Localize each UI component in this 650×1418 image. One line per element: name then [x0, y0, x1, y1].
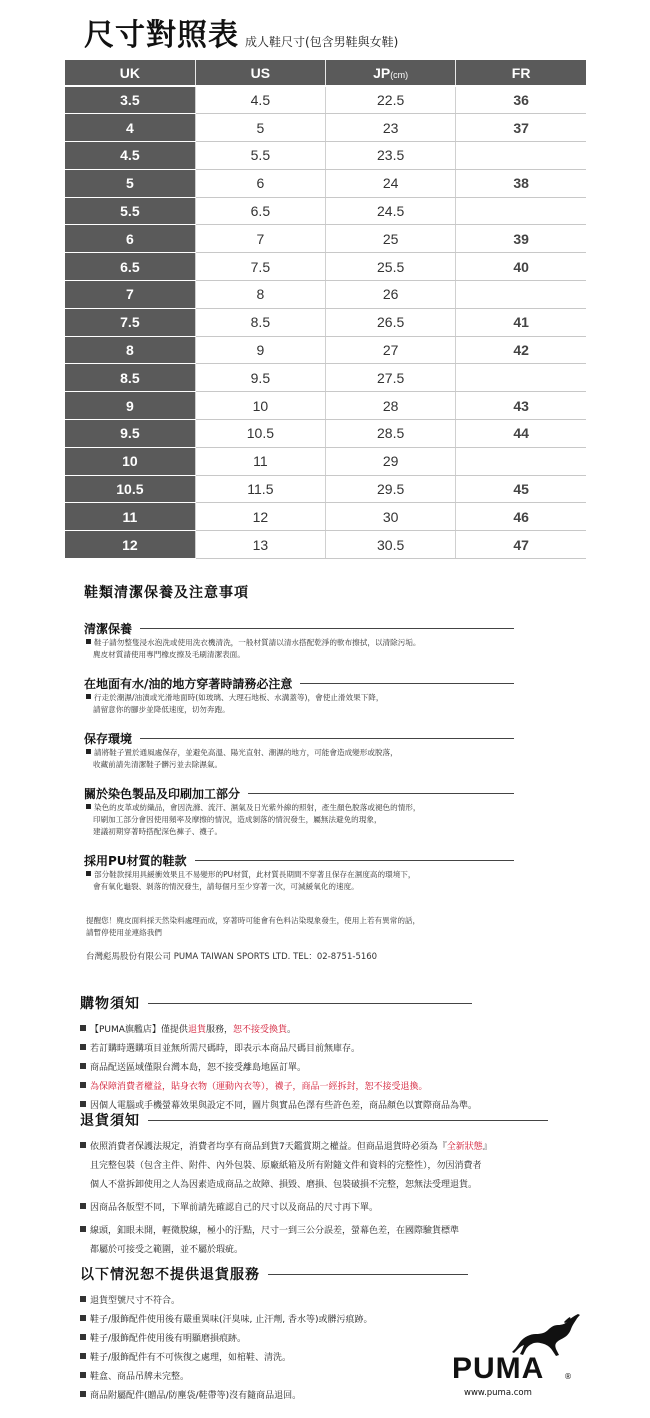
cell-jp: 30 [326, 503, 456, 531]
header-us: US [195, 60, 325, 86]
cell-uk: 11 [65, 503, 195, 531]
bullet-square-icon [80, 1315, 86, 1321]
returns-heading [80, 1110, 560, 1130]
cell-uk: 8 [65, 336, 195, 364]
cell-uk: 6.5 [65, 253, 195, 281]
cell-jp: 23.5 [326, 142, 456, 170]
cell-us: 11 [195, 447, 325, 475]
cell-fr [456, 364, 586, 392]
no-return-heading [80, 1264, 560, 1284]
care-line: 建議初期穿著時搭配深色褲子、襪子。 [93, 827, 223, 836]
table-row [65, 253, 586, 281]
header-fr: FR [456, 60, 586, 86]
list-item: 商品配送區域僅限台灣本島，恕不接受離島地區訂單。 [80, 1059, 560, 1078]
cell-fr: 43 [456, 392, 586, 420]
cell-jp: 26.5 [326, 308, 456, 336]
care-line: 請將鞋子置於通風處保存，並避免高溫、陽光直射、潮濕的地方，可能會造成變形或脫落， [84, 747, 554, 759]
cell-fr [456, 447, 586, 475]
care-line: 會有氧化龜裂、剝落的情況發生，請每個月至少穿著一次，可減緩氧化的速度。 [93, 882, 359, 891]
cell-jp: 25.5 [326, 253, 456, 281]
header-jp-label: JP [373, 64, 391, 81]
cell-jp: 27 [326, 336, 456, 364]
list-item: 鞋子/服飾配件有不可恢復之處理，如棺鞋、清洗。 [80, 1349, 560, 1368]
puma-wordmark: PUMA [452, 1352, 545, 1385]
cell-fr: 41 [456, 308, 586, 336]
cell-uk: 6 [65, 225, 195, 253]
note-line: 請暫停使用並連絡我們 [86, 928, 162, 937]
list-item: 商品附屬配件(贈品/防塵袋/鞋帶等)沒有隨商品退回。 [80, 1387, 560, 1406]
cell-us: 11.5 [195, 475, 325, 503]
table-row [65, 114, 586, 142]
cell-jp: 22.5 [326, 86, 456, 114]
care-heading-text: 關於染色製品及印刷加工部分 [84, 787, 241, 801]
care-line: 麂皮材質請使用專門橡皮擦及毛刷清潔表面。 [93, 650, 245, 659]
header-uk: UK [65, 60, 195, 86]
cell-us: 9 [195, 336, 325, 364]
divider [195, 860, 514, 861]
cell-uk: 10 [65, 447, 195, 475]
care-heading-text: 採用PU材質的鞋款 [84, 854, 187, 868]
table-row [65, 86, 586, 114]
care-line: 染色的皮革或紡織品，會因洗滌、流汗、濕氣及日光紫外線的照射，產生顏色脫落或褪色的情形， [84, 802, 554, 814]
table-row [65, 142, 586, 170]
cell-uk: 4 [65, 114, 195, 142]
care-line: 印刷加工部分會因使用頻率及摩擦的情況，造成剝落的情況發生，屬無法避免的現象， [93, 815, 382, 824]
table-row [65, 308, 586, 336]
cell-us: 4.5 [195, 86, 325, 114]
cell-uk: 9.5 [65, 420, 195, 448]
cell-fr: 45 [456, 475, 586, 503]
list-item: 退貨型號尺寸不符合。 [80, 1292, 560, 1311]
cell-us: 6.5 [195, 197, 325, 225]
cell-fr [456, 281, 586, 309]
page-title: 尺寸對照表 [84, 18, 239, 53]
list-item: 線頭，釦眼未開，輕微脫線，極小的汙點，尺寸一到三公分誤差，螢幕色差，在國際驗貨標準 都屬於可接受之範圍，並不屬於瑕疵。 [80, 1222, 560, 1260]
bullet-square-icon [80, 1296, 86, 1302]
table-row [65, 364, 586, 392]
cell-us: 8 [195, 281, 325, 309]
bullet-square-icon [80, 1101, 86, 1107]
divider [140, 628, 514, 629]
cell-fr: 47 [456, 531, 586, 559]
cell-uk: 7.5 [65, 308, 195, 336]
cell-uk: 5.5 [65, 197, 195, 225]
care-line: 收藏前請先清潔鞋子髒污並去除濕氣。 [93, 760, 223, 769]
bullet-square-icon [80, 1082, 86, 1088]
cell-fr [456, 197, 586, 225]
note-line: 提醒您！麂皮面料採天然染料處理而成，穿著時可能會有色料沾染現象發生，使用上若有異常的話， [86, 916, 421, 925]
size-table-body [65, 86, 586, 559]
bullet-square-icon [80, 1025, 86, 1031]
cell-jp: 30.5 [326, 531, 456, 559]
page-header [84, 14, 398, 54]
table-row [65, 475, 586, 503]
care-block-heading [84, 852, 554, 869]
cell-uk: 8.5 [65, 364, 195, 392]
list-item: 鞋子/服飾配件使用後有嚴重異味(汗臭味, 止汗劑, 香水等)或髒污痕跡。 [80, 1311, 560, 1330]
cell-fr [456, 142, 586, 170]
care-block [84, 620, 554, 661]
bullet-square-icon [80, 1063, 86, 1069]
cell-jp: 24.5 [326, 197, 456, 225]
cell-us: 12 [195, 503, 325, 531]
bullet-square-icon [80, 1334, 86, 1340]
divider [140, 738, 514, 739]
care-title: 鞋類清潔保養及注意事項 [84, 585, 249, 601]
care-block [84, 730, 554, 771]
table-row [65, 503, 586, 531]
list-item: 因個人電腦或手機螢幕效果與設定不同，圖片與實品色澤有些許色差，商品顏色以實際商品為準。 [80, 1097, 560, 1116]
header-jp [326, 60, 456, 86]
care-line: 部分鞋款採用具緩衝效果且不易變形的PU材質，此材質長期間不穿著且保存在濕度高的環境下， [84, 869, 554, 881]
care-block-heading [84, 730, 554, 747]
care-note [84, 915, 554, 939]
cell-jp: 27.5 [326, 364, 456, 392]
bullet-square-icon [86, 871, 91, 876]
bullet-square-icon [86, 749, 91, 754]
bullet-square-icon [86, 694, 91, 699]
table-row [65, 392, 586, 420]
care-section [84, 582, 554, 963]
shopping-section [80, 993, 560, 1116]
returns-title: 退貨須知 [80, 1113, 140, 1129]
cell-fr: 46 [456, 503, 586, 531]
cell-jp: 23 [326, 114, 456, 142]
care-block [84, 675, 554, 716]
list-item: 若訂購時選購項目並無所需尺碼時，即表示本商品尺碼目前無庫存。 [80, 1040, 560, 1059]
care-heading-text: 清潔保養 [84, 622, 133, 636]
care-heading-text: 在地面有水/油的地方穿著時請務必注意 [84, 677, 293, 691]
care-line: 鞋子請勿整隻浸水泡洗或使用洗衣機清洗，一般材質請以清水搭配乾淨的軟布擦拭，以清除污垢。 [84, 637, 554, 649]
divider [300, 683, 514, 684]
table-row [65, 531, 586, 559]
list-item: 鞋子/服飾配件使用後有明顯磨損痕跡。 [80, 1330, 560, 1349]
bullet-square-icon [86, 804, 91, 809]
table-row [65, 447, 586, 475]
company-info: 台灣彪馬股份有限公司 PUMA TAIWAN SPORTS LTD. TEL：02-8751-5160 [86, 952, 378, 962]
cell-jp: 29 [326, 447, 456, 475]
cell-jp: 28 [326, 392, 456, 420]
size-table-header-row [65, 60, 586, 86]
cell-us: 10 [195, 392, 325, 420]
header-jp-unit: (cm) [390, 69, 409, 80]
care-line: 請留意你的腳步並降低速度，切勿奔跑。 [93, 705, 230, 714]
cell-uk: 7 [65, 281, 195, 309]
list-item: 因商品各版型不同，下單前請先確認自己的尺寸以及商品的尺寸再下單。 [80, 1199, 560, 1218]
cell-fr: 42 [456, 336, 586, 364]
care-blocks [84, 620, 554, 893]
cell-uk: 4.5 [65, 142, 195, 170]
care-block [84, 785, 554, 838]
cell-jp: 24 [326, 169, 456, 197]
bullet-square-icon [80, 1226, 86, 1232]
list-item: 為保障消費者權益，貼身衣物（運動內衣等），襪子，商品一經拆封，恕不接受退換。 [80, 1078, 560, 1097]
care-block-heading [84, 675, 554, 692]
care-block-heading [84, 785, 554, 802]
bullet-square-icon [86, 639, 91, 644]
bullet-square-icon [80, 1203, 86, 1209]
bullet-square-icon [80, 1353, 86, 1359]
table-row [65, 420, 586, 448]
care-block [84, 852, 554, 893]
no-return-title: 以下情況恕不提供退貨服務 [80, 1267, 260, 1283]
divider [148, 1003, 472, 1004]
cell-jp: 29.5 [326, 475, 456, 503]
care-line: 行走於潮濕/油漬或光滑地面時(如玻璃、大理石地板、水溝蓋等)，會使止滑效果下降， [84, 692, 554, 704]
cell-uk: 10.5 [65, 475, 195, 503]
cell-us: 5 [195, 114, 325, 142]
page-subtitle: 成人鞋尺寸(包含男鞋與女鞋) [245, 35, 399, 49]
cell-us: 7 [195, 225, 325, 253]
cell-uk: 3.5 [65, 86, 195, 114]
cell-fr: 38 [456, 169, 586, 197]
cell-us: 13 [195, 531, 325, 559]
cell-uk: 9 [65, 392, 195, 420]
list-item: 依照消費者保護法規定，消費者均享有商品到貨7天鑑賞期之權益。但商品退貨時必須為『全新狀態』 且完整包裝（包含主件、附件、內外包裝、原廠紙箱及所有附隨文件和資料的完整性），勿因消費者 個人不當拆卸使用之人為因素造成商品之故障、損毀、磨損、包裝破損不完整，恕無法受理退貨。 [80, 1138, 560, 1195]
bullet-square-icon [80, 1142, 86, 1148]
bullet-square-icon [80, 1391, 86, 1397]
shopping-title: 購物須知 [80, 996, 140, 1012]
care-block-heading [84, 620, 554, 637]
cell-fr: 44 [456, 420, 586, 448]
table-row [65, 225, 586, 253]
cell-us: 8.5 [195, 308, 325, 336]
care-heading-text: 保存環境 [84, 732, 133, 746]
cell-us: 5.5 [195, 142, 325, 170]
brand-url: www.puma.com [464, 1388, 532, 1398]
table-row [65, 169, 586, 197]
list-item: 鞋盒、商品吊牌未完整。 [80, 1368, 560, 1387]
table-row [65, 336, 586, 364]
bullet-square-icon [80, 1372, 86, 1378]
cell-fr: 37 [456, 114, 586, 142]
divider [148, 1120, 548, 1121]
registered-mark: ® [564, 1372, 572, 1381]
cell-us: 10.5 [195, 420, 325, 448]
list-item: 【PUMA旗艦店】僅提供退貨服務，恕不接受換貨。 [80, 1021, 560, 1040]
divider [248, 793, 514, 794]
shopping-heading [80, 993, 560, 1013]
cell-uk: 12 [65, 531, 195, 559]
cell-us: 9.5 [195, 364, 325, 392]
cell-jp: 28.5 [326, 420, 456, 448]
cell-uk: 5 [65, 169, 195, 197]
cell-jp: 25 [326, 225, 456, 253]
cell-fr: 39 [456, 225, 586, 253]
returns-section [80, 1110, 560, 1260]
bullet-square-icon [80, 1044, 86, 1050]
table-row [65, 197, 586, 225]
cell-us: 7.5 [195, 253, 325, 281]
cell-fr: 36 [456, 86, 586, 114]
size-chart-table [65, 60, 586, 559]
cell-us: 6 [195, 169, 325, 197]
cell-jp: 26 [326, 281, 456, 309]
table-row [65, 281, 586, 309]
divider [268, 1274, 468, 1275]
cell-fr: 40 [456, 253, 586, 281]
puma-logo [452, 1312, 580, 1402]
